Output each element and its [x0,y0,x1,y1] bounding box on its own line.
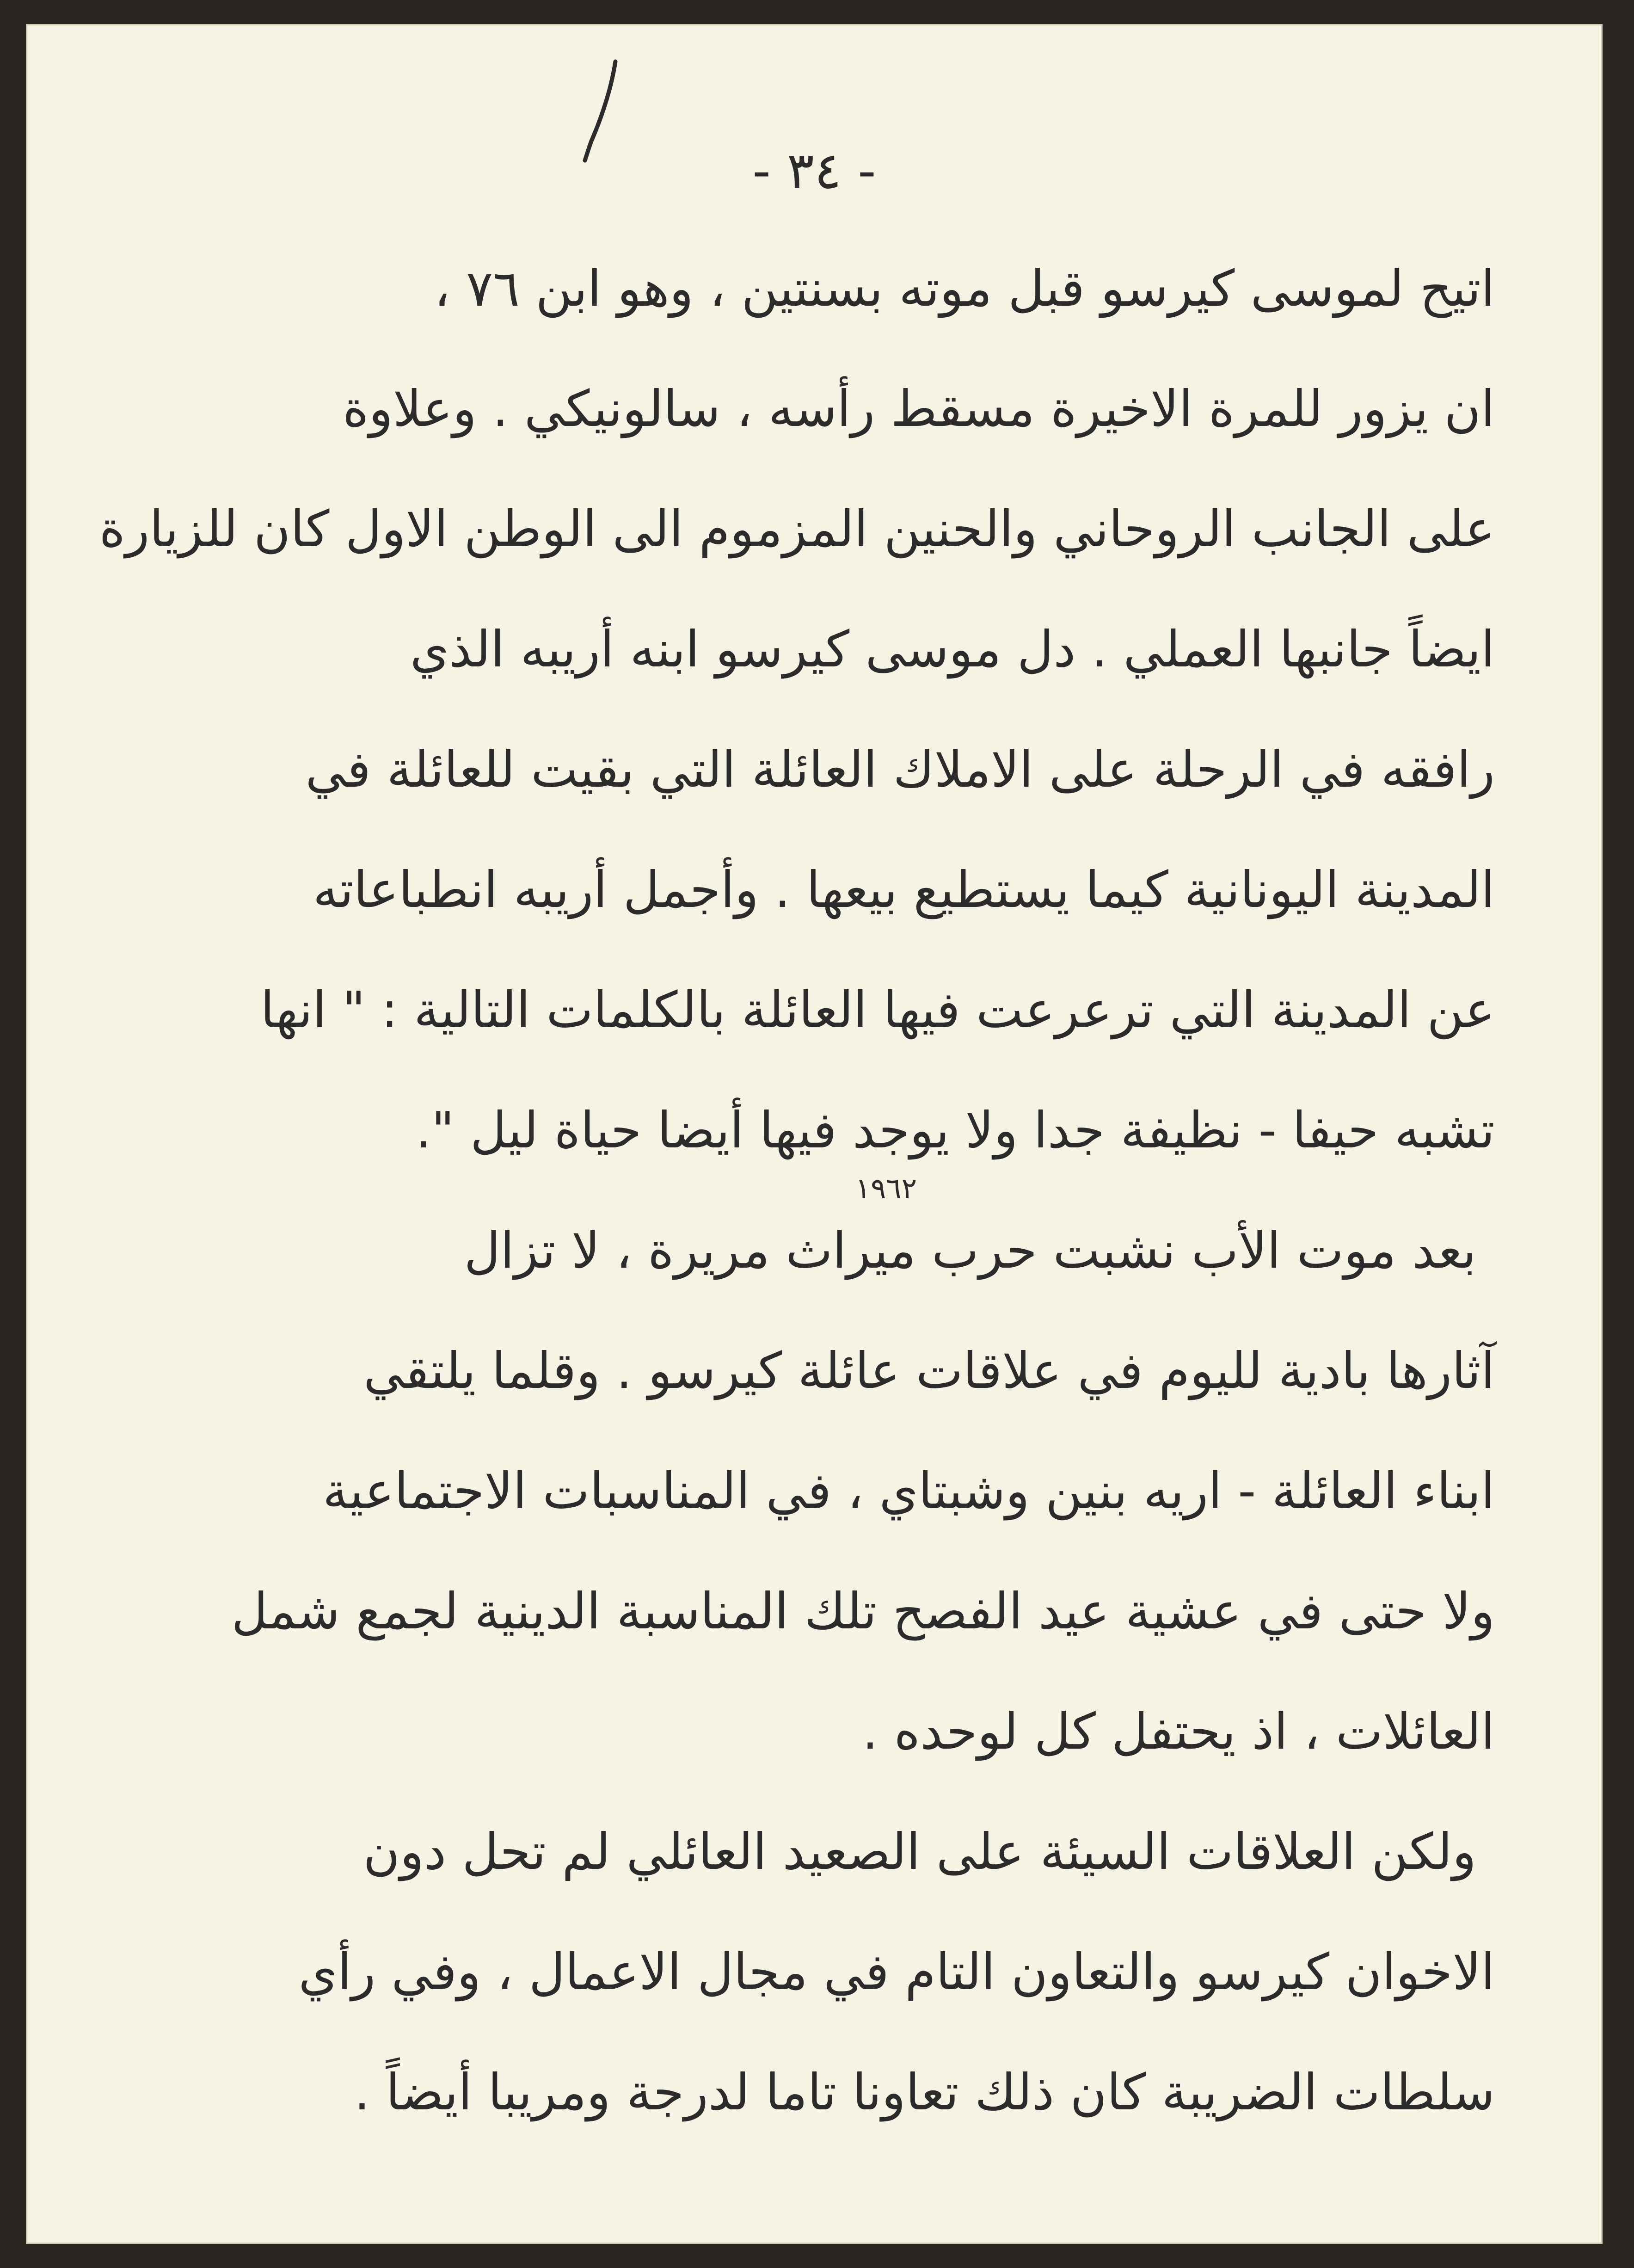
text-line: بعد موت الأب نشبت حرب ميراث مريرة ، لا تزال [464,1222,1476,1280]
text-line: العائلات ، اذ يحتفل كل لوحده . [862,1703,1495,1761]
text-line: ولكن العلاقات السيئة على الصعيد العائلي لم تحل دون [363,1823,1476,1881]
text-line: ايضاً جانبها العملي . دل موسى كيرسو ابنه أريبه الذي [410,621,1495,678]
text-line: آثارها بادية لليوم في علاقات عائلة كيرسو . وقلما يلتقي [363,1342,1495,1400]
text-line: ان يزور للمرة الاخيرة مسقط رأسه ، سالونيكي . وعلاوة [343,380,1495,438]
text-line: على الجانب الروحاني والحنين المزموم الى الوطن الاول كان للزيارة [99,500,1495,558]
text-line: اتيح لموسى كيرسو قبل موته بسنتين ، وهو ابن ٧٦ ، [434,260,1495,318]
handwritten-paper-sheet [26,24,1603,2244]
year-annotation: ١٩٦٢ [855,1171,917,1205]
text-line: تشبه حيفا - نظيفة جدا ولا يوجد فيها أيضا حياة ليل ". [415,1102,1495,1159]
text-line: ولا حتى في عشية عيد الفصح تلك المناسبة الدينية لجمع شمل [231,1583,1495,1640]
text-line: المدينة اليونانية كيما يستطيع بيعها . وأجمل أريبه انطباعاته [313,861,1495,919]
text-line: سلطات الضريبة كان ذلك تعاونا تاما لدرجة ومريبا أيضاً . [354,2064,1495,2121]
page-number: - ٣٤ - [752,141,876,200]
text-line: الاخوان كيرسو والتعاون التام في مجال الاعمال ، وفي رأي [298,1943,1495,2001]
text-line: رافقه في الرحلة على الاملاك العائلة التي بقيت للعائلة في [305,741,1495,799]
handwritten-text-block [99,229,1495,2153]
text-line: عن المدينة التي ترعرعت فيها العائلة بالكلمات التالية : " انها [260,981,1495,1039]
text-line: ابناء العائلة - اريه بنين وشبتاي ، في المناسبات الاجتماعية [323,1462,1495,1520]
